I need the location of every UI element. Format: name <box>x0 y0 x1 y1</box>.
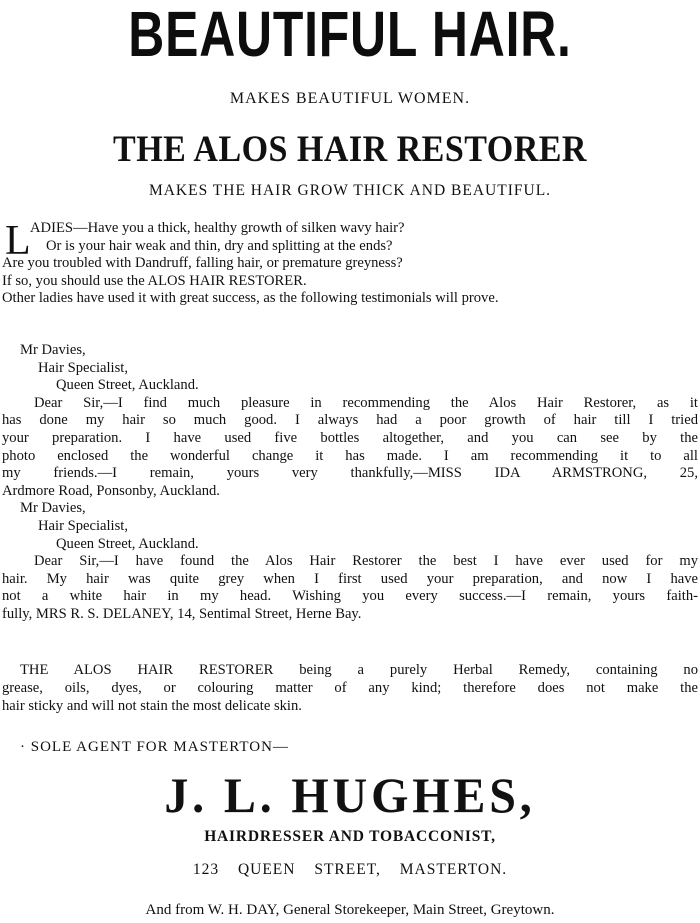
intro-paragraph <box>2 220 698 308</box>
intro-line: ADIES—Have you a thick, healthy growth of silken wavy hair? <box>30 220 405 236</box>
letter-line: hair. My hair was quite grey when I first used your preparation, and now I have <box>2 570 698 587</box>
salutation-line: Mr Davies, <box>20 500 86 517</box>
salutation-line: Mr Davies, <box>20 342 86 358</box>
intro-line: Are you troubled with Dandruff, falling hair, or premature greyness? <box>2 255 403 272</box>
letter-line: photo enclosed the wonderful change it has made. I am recommending it to all <box>2 447 698 464</box>
letter-line: Dear Sir,—I find much pleasure in recommending the Alos Hair Restorer, as it <box>34 394 698 411</box>
agent-trade: HAIRDRESSER AND TOBACCONIST, <box>204 828 496 845</box>
letter-line: has done my hair so much good. I always had a poor growth of hair till I tried <box>2 412 698 429</box>
intro-line: If so, you should use the ALOS HAIR RESTORER. <box>2 272 307 289</box>
letter-line: your preparation. I have used five bottles altogether, and you can see by the <box>2 429 698 446</box>
salutation-line: Queen Street, Auckland. <box>56 377 199 394</box>
salutation-line: Hair Specialist, <box>38 359 128 376</box>
closing-line: hair sticky and will not stain the most delicate skin. <box>2 697 302 714</box>
also-from: And from W. H. DAY, General Storekeeper, Main Street, Greytown. <box>145 902 555 918</box>
closing-paragraph <box>2 662 698 715</box>
agent-label: · SOLE AGENT FOR MASTERTON— <box>20 739 289 755</box>
tagline: MAKES BEAUTIFUL WOMEN. <box>229 90 471 107</box>
salutation-line: Queen Street, Auckland. <box>56 535 199 552</box>
closing-line: grease, oils, dyes, or colouring matter of any kind; therefore does not make the <box>2 679 698 696</box>
testimonial-2 <box>2 500 698 623</box>
drop-cap: L <box>5 218 31 264</box>
letter-line: my friends.—I remain, yours very thankfully,—MISS IDA ARMSTRONG, 25, <box>2 465 698 482</box>
headline: BEAUTIFUL HAIR. <box>128 0 572 70</box>
letter-line: Dear Sir,—I have found the Alos Hair Restorer the best I have ever used for my <box>34 553 698 570</box>
agent-address: 123 QUEEN STREET, MASTERTON. <box>192 861 508 878</box>
intro-line: Other ladies have used it with great success, as the following testimonials will prove. <box>2 290 499 307</box>
letter-line: Ardmore Road, Ponsonby, Auckland. <box>2 482 220 499</box>
letter-line: fully, MRS R. S. DELANEY, 14, Sentimal Street, Herne Bay. <box>2 605 362 622</box>
agent-name: J. L. HUGHES, <box>164 767 536 823</box>
letter-line: not a white hair in my head. Wishing you every success.—I remain, yours faith- <box>2 588 698 605</box>
product-name: THE ALOS HAIR RESTORER <box>113 129 587 170</box>
testimonial-1 <box>2 342 698 500</box>
testimonials <box>2 342 698 624</box>
salutation-line: Hair Specialist, <box>38 517 128 534</box>
closing-line: THE ALOS HAIR RESTORER being a purely Herbal Remedy, containing no <box>20 662 698 678</box>
product-claim: MAKES THE HAIR GROW THICK AND BEAUTIFUL. <box>148 182 552 199</box>
intro-line: Or is your hair weak and thin, dry and splitting at the ends? <box>46 237 393 254</box>
